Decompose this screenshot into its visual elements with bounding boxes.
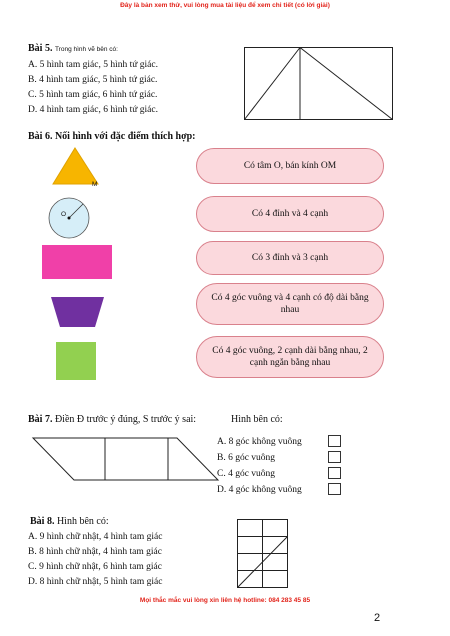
bai8-heading	[30, 516, 109, 527]
bai5-question: Trong hình vẽ bên có:	[54, 46, 118, 53]
description-3[interactable]: Có 3 đỉnh và 3 cạnh	[196, 241, 384, 275]
bai7-option-d: D. 4 góc không vuông	[217, 485, 302, 495]
description-5[interactable]: Có 4 góc vuông, 2 cạnh dài bằng nhau, 2 cạnh ngắn bằng nhau	[196, 336, 384, 378]
bai8-label: Bài 8.	[30, 516, 55, 527]
answer-box-a[interactable]	[328, 435, 341, 447]
answer-box-b[interactable]	[328, 451, 341, 463]
preview-banner: Đây là bản xem thử, vui lòng mua tài liệu để xem chi tiết (có lời giải)	[120, 2, 330, 9]
bai7-option-a: A. 8 góc không vuông	[217, 437, 302, 447]
bai8-question: Hình bên có:	[56, 516, 109, 527]
page-number: 2	[374, 612, 381, 624]
description-2[interactable]: Có 4 đỉnh và 4 cạnh	[196, 196, 384, 232]
bai5-figure	[244, 47, 394, 121]
bai7-heading	[28, 414, 196, 425]
bai7-figure	[32, 437, 220, 481]
answer-box-c[interactable]	[328, 467, 341, 479]
trapezoid-shape	[50, 296, 105, 328]
bai5-option-b: B. 4 hình tam giác, 5 hình tứ giác.	[28, 75, 158, 85]
bai8-option-c: C. 9 hình chữ nhật, 6 hình tam giác	[28, 562, 162, 572]
bai8-option-d: D. 8 hình chữ nhật, 5 hình tam giác	[28, 577, 163, 587]
bai6-title: Bài 6. Nối hình với đặc điểm thích hợp:	[28, 131, 196, 142]
bai7-option-b: B. 6 góc vuông	[217, 453, 276, 463]
bai7-label: Bài 7.	[28, 414, 53, 425]
circle-shape	[47, 196, 91, 240]
description-1[interactable]: Có tâm O, bán kính OM	[196, 148, 384, 184]
bai5-option-c: C. 5 hình tam giác, 6 hình tứ giác.	[28, 90, 158, 100]
circle-label: O	[61, 211, 67, 218]
answer-box-d[interactable]	[328, 483, 341, 495]
bai8-option-b: B. 8 hình chữ nhật, 4 hình tam giác	[28, 547, 162, 557]
bai5-options	[28, 58, 158, 118]
footer-hotline: Mọi thắc mắc vui lòng xin liên hệ hotline: 084 283 45 85	[139, 597, 311, 604]
bai8-options	[28, 530, 162, 590]
bai8-figure	[237, 519, 289, 589]
bai5-label: Bài 5.	[28, 43, 53, 54]
square-shape	[56, 342, 96, 380]
bai7-figure-caption: Hình bên có:	[231, 414, 283, 425]
bai8-option-a: A. 9 hình chữ nhật, 4 hình tam giác	[28, 532, 163, 542]
triangle-label: M	[92, 181, 98, 188]
bai7-option-c: C. 4 góc vuông	[217, 469, 276, 479]
bai7-options	[217, 434, 302, 498]
bai5-option-d: D. 4 hình tam giác, 6 hình tứ giác.	[28, 105, 158, 115]
bai5-heading	[28, 43, 118, 54]
bai5-option-a: A. 5 hình tam giác, 5 hình tứ giác.	[28, 60, 158, 70]
description-4[interactable]: Có 4 góc vuông và 4 cạnh có độ dài bằng nhau	[196, 283, 384, 325]
rectangle-shape	[42, 245, 112, 279]
bai7-instruction: Điền Đ trước ý đúng, S trước ý sai:	[54, 414, 197, 425]
